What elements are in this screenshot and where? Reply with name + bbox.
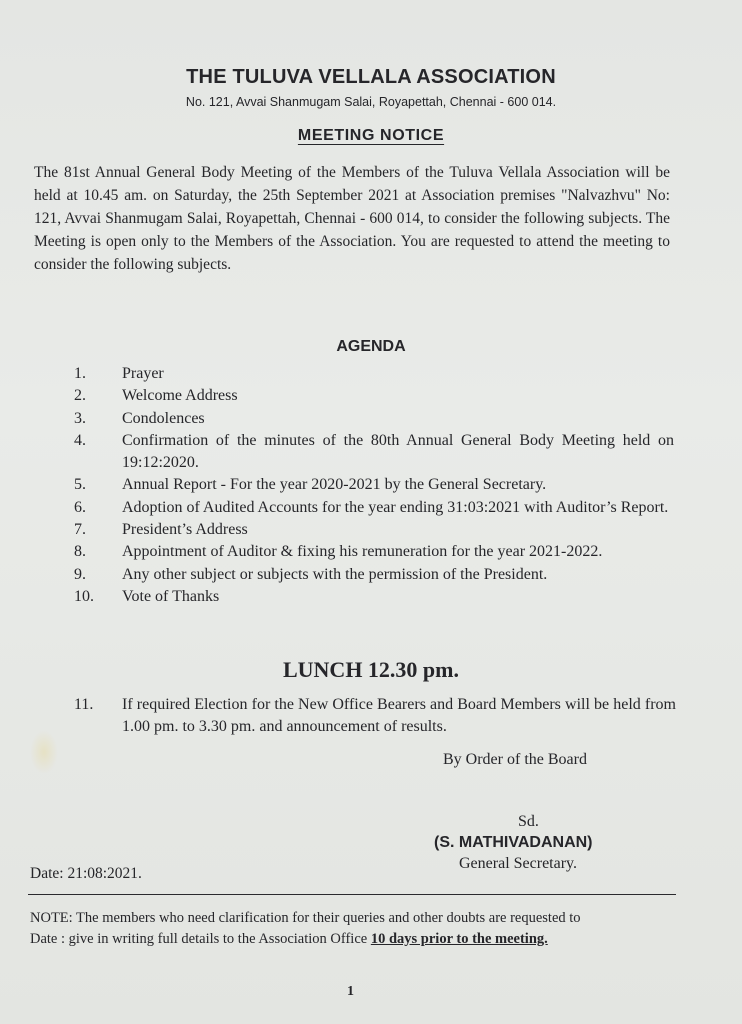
agenda-item-number: 3. [74, 409, 86, 427]
by-order-line: By Order of the Board [443, 751, 587, 768]
lunch-time: LUNCH 12.30 pm. [282, 657, 459, 682]
note-line-2 [30, 929, 680, 950]
notice-intro: The 81st Annual General Body Meeting of the Members of the Tuluva Vellala Association will be held at 10.45 am. on Saturday, the 25th September 2021 at Association premises "Nalvazhvu" No: 121, Avvai Shanmugam Salai, Royapettah, Chennai - 600 014, to consider the following subjects. The Meeting is open only to the Members of the Association. You are requested to attend the meeting to consider the following subjects. [34, 164, 670, 273]
agenda-item [74, 363, 674, 385]
agenda-item [74, 694, 676, 739]
signed-mark: Sd. [518, 813, 539, 830]
signatory-designation: General Secretary. [459, 855, 577, 872]
organization-name: THE TULUVA VELLALA ASSOCIATION [186, 66, 556, 88]
signatory-name: (S. MATHIVADANAN) [434, 834, 593, 851]
note-text: The members who need clarification for their queries and other doubts are requested to [72, 910, 581, 926]
agenda-item-text: Any other subject or subjects with the permission of the President. [122, 565, 548, 583]
notice-date: Date: 21:08:2021. [30, 865, 142, 882]
agenda-item-text: Confirmation of the minutes of the 80th Annual General Body Meeting held on 19:12:2020. [122, 431, 674, 472]
agenda-item-text: Adoption of Audited Accounts for the year ending 31:03:2021 with Auditor’s Report. [122, 498, 669, 516]
notice-heading [0, 127, 742, 145]
notice-heading-text: MEETING NOTICE [297, 127, 445, 144]
agenda-item-number: 4. [74, 431, 86, 449]
agenda-item [74, 519, 674, 541]
agenda-list [74, 363, 674, 608]
agenda-item-number: 6. [74, 498, 86, 516]
agenda-item-text: Condolences [122, 409, 205, 427]
agenda-heading: AGENDA [336, 338, 406, 355]
agenda-item-text: Vote of Thanks [122, 587, 220, 605]
agenda-item-text: If required Election for the New Office Bearers and Board Members will be held from 1.00 pm. to 3.30 pm. and announcement of results. [122, 696, 676, 736]
agenda-item-number: 5. [74, 476, 86, 494]
note-emphasis: 10 days prior to the meeting. [370, 931, 548, 947]
organization-address: No. 121, Avvai Shanmugam Salai, Royapettah, Chennai - 600 014. [185, 95, 557, 109]
agenda-item [74, 541, 674, 563]
agenda-item-text: Welcome Address [122, 387, 238, 405]
note-date-label: Date : [30, 931, 66, 947]
agenda-item [74, 497, 674, 519]
agenda-item-text: Prayer [122, 365, 164, 382]
note-block [30, 908, 680, 950]
agenda-item [74, 385, 674, 407]
agenda-item-number: 11. [74, 696, 94, 713]
agenda-item [74, 408, 674, 430]
agenda-item-number: 7. [74, 521, 86, 539]
agenda-item-text: Appointment of Auditor & fixing his remuneration for the year 2021-2022. [122, 543, 603, 561]
agenda-item-number: 2. [74, 387, 86, 405]
page-number: 1 [347, 984, 354, 999]
divider-line [28, 894, 676, 895]
agenda-item [74, 586, 674, 608]
agenda-item-text: Annual Report - For the year 2020-2021 by the General Secretary. [122, 476, 547, 494]
note-line-1 [30, 908, 680, 929]
note-label: NOTE: [30, 910, 73, 926]
agenda-item [74, 564, 674, 586]
agenda-item-number: 8. [74, 543, 86, 561]
agenda-item-text: President’s Address [122, 521, 248, 539]
agenda-item [74, 430, 674, 475]
agenda-item-number: 1. [74, 365, 86, 382]
paper-stain [30, 730, 58, 774]
agenda-item [74, 474, 674, 496]
agenda-item-number: 9. [74, 565, 86, 583]
agenda-list-continued [74, 694, 676, 739]
note-text-2: give in writing full details to the Association Office [65, 931, 371, 947]
agenda-item-number: 10. [74, 587, 94, 605]
